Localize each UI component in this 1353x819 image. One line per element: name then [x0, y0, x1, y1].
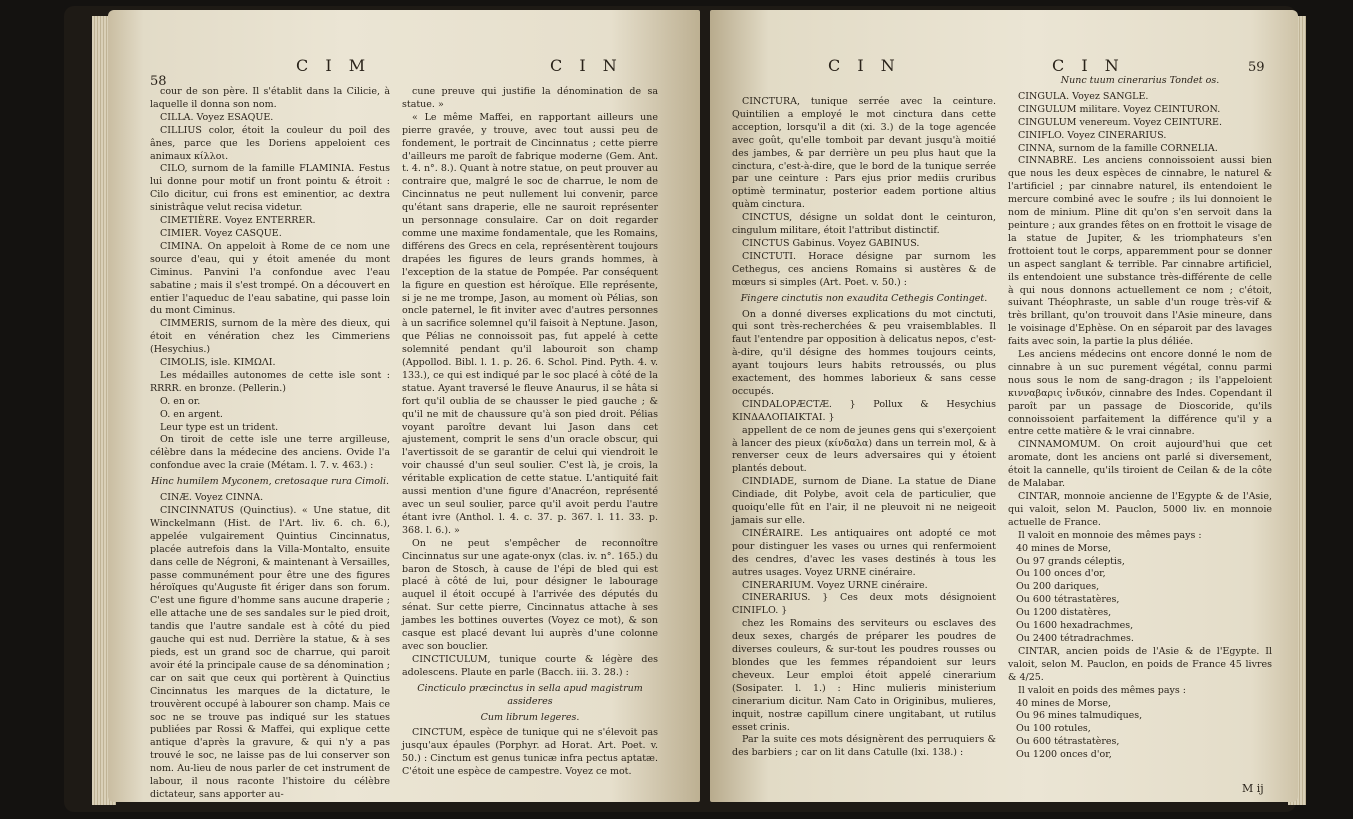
- value-line: Ou 1600 hexadrachmes,: [1016, 620, 1134, 632]
- left-page: [108, 10, 700, 802]
- entry: CINNAMOMUM. On croit aujourd'hui que cet aromate, dont les anciens ont parlé si diversement, étoit la cannelle, qu'ils tiroient de Ceilan & de la côte de Malabar.: [1008, 439, 1272, 490]
- entry: CILLA. Voyez ESAQUE.: [160, 111, 274, 123]
- entry: CINNA, surnom de la famille CORNELIA.: [1018, 142, 1218, 154]
- entry: CINCTUM, espèce de tunique qui ne s'élevoit pas jusqu'aux épaules (Porphyr. ad Horat. Art. Poet. v. 50.) : Cinctum est genus tunicæ infra pectus aptatæ. C'étoit une espèce de campestre. Voyez ce mot.: [402, 727, 658, 778]
- entry: cour de son père. Il s'établit dans la Cilicie, à laquelle il donna son nom.: [150, 86, 390, 110]
- entry: On ne peut s'empêcher de reconnoître Cincinnatus sur une agate-onyx (clas. iv. n°. 165.) du baron de Stosch, à cause de l'épi de bled qui est placé à côté de lui, pour désigner le labourage auquel il étoit occupé à l'arrivée des députés du sénat. Sur cette pierre, Cincinnatus attache à ses jambes les bottines ouvertes (Voyez ce mot), & son casque est placé devant lui auprès d'une colonne avec son bouclier.: [402, 537, 658, 652]
- entry: chez les Romains des serviteurs ou esclaves des deux sexes, chargés de préparer les poudres de diverses couleurs, & sur-tout les poudres rousses ou blondes que les femmes répandoient sur leurs cheveux. Leur emploi étoit appelé cinerarium (Sosipater. l. 1.) : Hinc mulieris ministerium cinerarium dicitur. Nam Cato in Originibus, mulieres, inquit, nostræ capillum cinere ungitabant, ut rutilus esset crinis.: [732, 618, 996, 733]
- entry: CINGULA. Voyez SANGLE.: [1018, 90, 1149, 102]
- entry: CILO, surnom de la famille FLAMINIA. Festus lui donne pour motif un front pointu & étroit : Cilo dicitur, cui frons est eminentior, ac dextra sinistrâque velut recisa videtur.: [150, 163, 390, 214]
- entry: Les anciens médecins ont encore donné le nom de cinnabre à un suc purement végétal, connu parmi nous sous le nom de sang-dragon ; ils l'appeloient κινναβαρις ἰνδικόν, cinnabre des Indes. Copendant il paroît par un passage de Dioscoride, qu'ils connoissoient parfaitement la différence qu'il y a entre cette matière & le vrai cinnabre.: [1008, 349, 1272, 438]
- entry: Par la suite ces mots désignèrent des perruquiers & des barbiers ; car on lit dans Catulle (lxi. 138.) :: [732, 734, 996, 759]
- text-column-2: [1008, 72, 1272, 794]
- value-line: Ou 1200 onces d'or,: [1016, 749, 1112, 761]
- entry: On a donné diverses explications du mot cinctuti, qui sont très-recherchées & peu vraisemblables. Il faut l'entendre par opposition à delicatus nepos, c'est-à-dire, qu'il désigne des hommes toujours ceints, ayant toujours leurs habits retroussés, ou plus exactement, des hommes laborieux & sans cesse occupés.: [732, 308, 996, 397]
- verse-quote: Hinc humilem Myconem, cretosaque rura Cimoli.: [150, 476, 390, 488]
- value-line: Ou 97 grands céleptis,: [1016, 555, 1125, 567]
- entry: CINTAR, ancien poids de l'Asie & de l'Egypte. Il valoit, selon M. Pauclon, en poids de France 45 livres & 4/25.: [1008, 645, 1272, 683]
- running-header: C I M: [296, 56, 372, 75]
- entry: CINERARIUS. } Ces deux mots désignoient CINIFLO. }: [732, 592, 996, 617]
- entry: Leur type est un trident.: [160, 421, 279, 433]
- entry: appellent de ce nom de jeunes gens qui s'exerçoient à lancer des pieux (κίνδαλα) dans un terrein mol, & à renverser ceux de leurs adversaires qui y étoient plantés debout.: [732, 424, 996, 475]
- entry: CINÉRAIRE. Les antiquaires ont adopté ce mot pour distinguer les vases ou urnes qui renfermoient des cendres, d'avec les vases destinés à tous les autres usages. Voyez URNE cinéraire.: [732, 527, 996, 578]
- entry: CINCINNATUS (Quinctius). « Une statue, dit Winckelmann (Hist. de l'Art. liv. 6. ch. 6.), appelée vulgairement Quintius Cincinnatus, placée autrefois dans la Villa-Montalto, ensuite dans celle de Négroni, & maintenant à Versailles, passe communément pour être une des figures héroïques qu'Auguste fit ériger dans son forum. C'est une figure d'homme sans aucune draperie ; elle attache une de ses sandales sur le pied droit, tandis que l'autre sandale est à côté du pied gauche qui est nud. Derrière la statue, & à ses pieds, est un grand soc de charrue, qui paroit avoir été la principale cause de sa dénomination ; car on sait que ceux qui portèrent à Quinctius Cincinnatus les marques de la dictature, le trouvèrent occupé à labourer son champ. Mais ce soc ne se trouve pas indiqué sur les statues publiées par Rossi & Maffei, qui explique cette antique d'après la gravure, & qui n'y a pas trouvé le soc, ne laisse pas de lui conserver son nom. Au-lieu de nous parler de cet instrument de labour, il nous raconte l'histoire du célèbre dictateur, sans apporter au-: [150, 505, 390, 800]
- entry: CINCTICULUM, tunique courte & légère des adolescens. Plaute en parle (Bacch. iii. 3. 28.) :: [402, 653, 658, 678]
- entry: O. en or.: [160, 395, 201, 407]
- signature-mark: M ij: [1242, 782, 1264, 795]
- verse-quote: Nunc tuum cinerarius Tondet os.: [1060, 75, 1220, 86]
- entry: CINTAR, monnoie ancienne de l'Egypte & de l'Asie, qui valoit, selon M. Pauclon, 5000 liv. en monnoie actuelle de France.: [1008, 491, 1272, 528]
- entry: CINIFLO. Voyez CINERARIUS.: [1018, 129, 1167, 141]
- entry: CINCTUS Gabinus. Voyez GABINUS.: [742, 237, 920, 249]
- entry: « Le même Maffei, en rapportant ailleurs une pierre gravée, y trouve, avec tout aussi peu de fondement, le portrait de Cincinnatus ; cette pierre d'ailleurs me paroît de fabrique moderne (Gem. Ant. t. 4. n°. 8.). Quant à notre statue, on peut prouver au contraire que, malgré le soc de charrue, le nom de Cincinnatus ne peut nullement lui convenir, parce qu'étant sans draperie, elle ne sauroit représenter un personnage consulaire. Car on doit regarder comme une maxime fondamentale, que les Romains, différens des Grecs en cela, représentèrent toujours drapées les figures de leurs grands hommes, à l'exception de la statue de Pompée. Par conséquent la figure en question est héroïque. Elle représente, si je ne me trompe, Jason, au moment où Pélias, son oncle paternel, le fit inviter avec d'autres personnes à un sacrifice solemnel qu'il faisoit à Neptune. Jason, que Pélias ne connoissoit pas, fut appelé à cette solemnité pendant qu'il labouroit son champ (Appollod. Bibl. l. 1. p. 26. 6. Schol. Pind. Pyth. 4. v. 133.), ce qui est indiqué par le soc placé à côté de la statue. Ayant traversé le fleuve Anaurus, il se hâta si fort qu'il oublia de se chausser le pied gauche ; & qu'il ne mit de chaussure qu'à son pied droit. Pélias voyant paroître devant lui Jason dans cet ajustement, comprit le sens d'un oracle obscur, qui l'avertissoit de se garantir de celui qui viendroit le voir chaussé d'un seul soulier. C'est là, je crois, la véritable explication de cette statue. L'antiquité fait aussi mention d'une figure d'Anacréon, représenté avec un seul soulier, parce qu'il avoit perdu l'autre étant ivre (Anthol. l. 4. c. 37. p. 367. l. 11. 33. p. 368. l. 6.). »: [402, 111, 658, 536]
- entry: CINDIADE, surnom de Diane. La statue de Diane Cindiade, dit Polybe, avoit cela de particulier, que quoiqu'elle fût en l'air, il ne pleuvoit ni ne neigeoit jamais sur elle.: [732, 476, 996, 526]
- entry: CINCTUTI. Horace désigne par surnom les Cethegus, ces anciens Romains si austères & de mœurs si simples (Art. Poet. v. 50.) :: [732, 250, 996, 288]
- entry: CIMETIÈRE. Voyez ENTERRER.: [160, 215, 316, 227]
- verse-quote: Cum librum legeres.: [480, 711, 580, 723]
- running-header: C I N: [828, 56, 901, 75]
- value-line: 40 mines de Morse,: [1016, 542, 1112, 554]
- text-column-1: [732, 96, 996, 794]
- value-line: Ou 96 mines talmudiques,: [1016, 710, 1143, 722]
- entry: CINGULUM militare. Voyez CEINTURON.: [1018, 103, 1221, 115]
- entry: CINDALOPÆCTÆ. } Pollux & Hesychius ΚΙΝΔΑΛΟΠΑΙΚΤΑΙ. }: [732, 398, 996, 423]
- entry: CILLIUS color, étoit la couleur du poil des ânes, parce que les Doriens appeloient ces animaux κίλλοι.: [150, 124, 390, 162]
- value-line: Ou 1200 distatères,: [1016, 607, 1112, 619]
- verse-quote: Cincticulo præcinctus in sella apud magistrum assideres: [417, 682, 643, 707]
- running-header: C I N: [1052, 56, 1125, 75]
- verse-quote: Fingere cinctutis non exaudita Cethegis Continget.: [740, 292, 988, 304]
- entry: CIMIER. Voyez CASQUE.: [160, 227, 282, 239]
- value-line: 40 mines de Morse,: [1016, 697, 1112, 709]
- page-number: 59: [1248, 60, 1265, 75]
- entry: CINGULUM venereum. Voyez CEINTURE.: [1018, 116, 1222, 128]
- text-column-1: [150, 86, 390, 800]
- entry: O. en argent.: [160, 408, 223, 420]
- entry: CINCTUS, désigne un soldat dont le ceinturon, cingulum militare, étoit l'attribut distinctif.: [732, 212, 996, 237]
- entry: CINÆ. Voyez CINNA.: [160, 492, 264, 504]
- value-line: Ou 100 onces d'or,: [1016, 568, 1106, 580]
- entry: cune preuve qui justifie la dénomination de sa statue. »: [402, 86, 658, 110]
- value-line: Ou 600 tétrastatères,: [1016, 736, 1120, 748]
- entry: CIMINA. On appeloit à Rome de ce nom une source d'eau, qui y étoit amenée du mont Ciminus. Panvini l'a confondue avec l'eau sabatine ; mais il s'est trompé. On a découvert en entier l'aqueduc de l'eau sabatine, qui passe loin du mont Ciminus.: [150, 240, 390, 317]
- entry: Les médailles autonomes de cette isle sont : RRRR. en bronze. (Pellerin.): [150, 369, 390, 394]
- value-line: Ou 2400 tétradrachmes.: [1016, 632, 1134, 644]
- entry: Il valoit en poids des mêmes pays :: [1018, 684, 1187, 696]
- entry: On tiroit de cette isle une terre argilleuse, célèbre dans la médecine des anciens. Ovide l'a confondue avec la craie (Métam. l. 7. v. 463.) :: [150, 434, 390, 472]
- running-header: C I N: [550, 56, 623, 75]
- entry: CINNABRE. Les anciens connoissoient aussi bien que nous les deux espèces de cinnabre, le naturel & l'artificiel ; par cinnabre naturel, ils entendoient le mercure combiné avec le soufre ; ils lui donnoient le nom de minium. Pline dit qu'on s'en servoit dans la peinture ; aux grandes fêtes on en frottoit le visage de la statue de Jupiter, & les triomphateurs s'en frottoient tout le corps, apparemment pour se donner un aspect sanglant & terrible. Par cinnabre artificiel, ils entendoient une substance très-différente de celle à qui nous donnons actuellement ce nom ; c'étoit, suivant Théophraste, un sable d'un rouge très-vif & très brillant, qu'on trouvoit dans l'Asie mineure, dans le voisinage d'Ephèse. On en séparoit par des lavages faits avec soin, la partie la plus déliée.: [1008, 155, 1272, 348]
- entry: CIMMERIS, surnom de la mère des dieux, qui étoit en vénération chez les Cimmeriens (Hesychius.): [150, 318, 390, 356]
- entry: CINERARIUM. Voyez URNE cinéraire.: [742, 579, 928, 591]
- page-number: 58: [150, 74, 167, 89]
- value-line: Ou 200 dariques,: [1016, 581, 1100, 593]
- entry: Il valoit en monnoie des mêmes pays :: [1018, 529, 1202, 541]
- right-page: [710, 10, 1298, 802]
- value-line: Ou 100 rotules,: [1016, 723, 1091, 735]
- text-column-2: [402, 86, 658, 794]
- entry: CINCTURA, tunique serrée avec la ceinture. Quintilien a employé le mot cinctura dans cette acception, lorsqu'il a dit (xi. 3.) de la toge agencée avec goût, qu'elle tomboit par devant jusqu'à moitié des jambes, & par derrière un peu plus haut que la cinctura, c'est-à-dire, que le bord de la tunique serrée par une ceinture : Pars ejus prior mediis cruribus optimè terminatur, posterior eadem portione altius quàm cinctura.: [732, 96, 996, 211]
- value-line: Ou 600 tétrastatères,: [1016, 594, 1120, 606]
- entry: CIMOLIS, isle. ΚΙΜΩΛΙ.: [160, 357, 276, 369]
